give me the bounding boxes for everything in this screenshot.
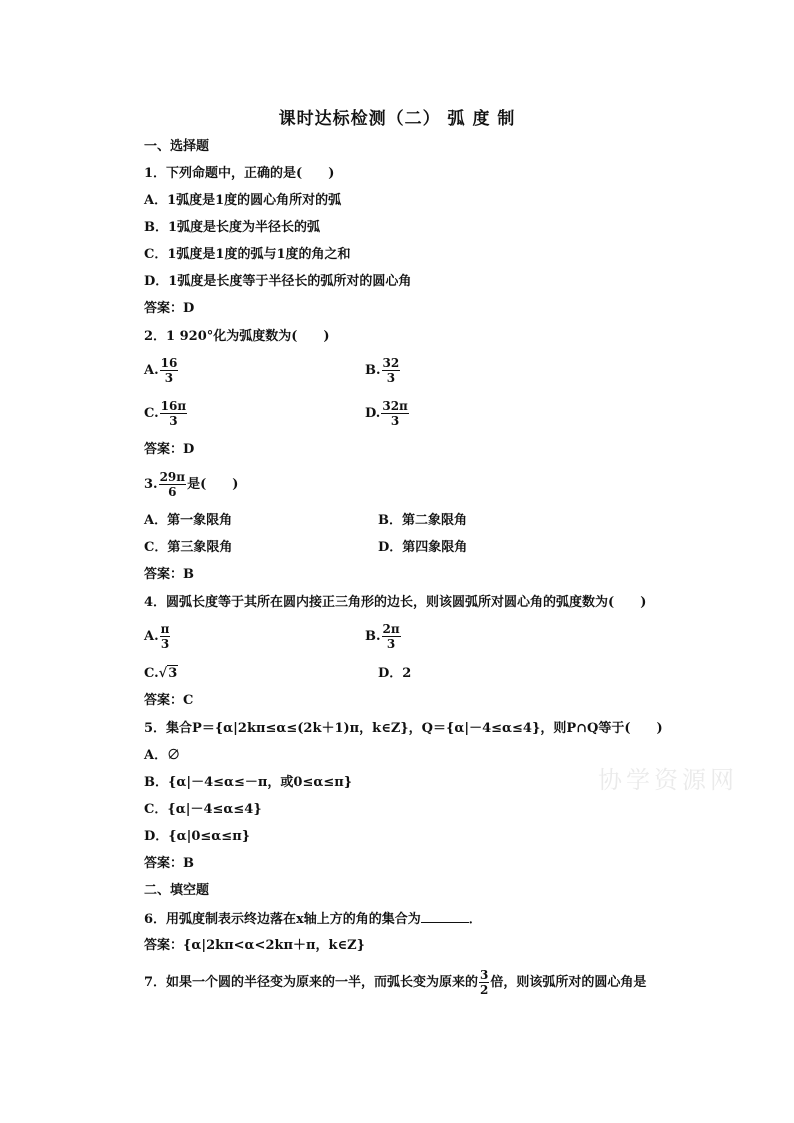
- q2-b-label: B.: [365, 363, 381, 378]
- q3-option-a: A．第一象限角: [144, 513, 233, 528]
- q4-b-fraction: [382, 622, 401, 651]
- q1-option-d: D．1弧度是长度等于半径长的弧所对的圆心角: [144, 274, 412, 289]
- q4-b-label: B.: [365, 629, 381, 644]
- q3-numerator: 29π: [159, 470, 186, 484]
- q3-prefix: 3.: [144, 477, 158, 492]
- q2-d-denominator: 3: [390, 414, 400, 428]
- q4-b-numerator: 2π: [382, 622, 400, 636]
- page-title: 课时达标检测（二） 弧 度 制: [278, 109, 516, 129]
- q3-option-d: D．第四象限角: [378, 540, 468, 555]
- q2-option-b: [365, 356, 401, 385]
- section-heading-choice: 一、选择题: [144, 139, 210, 154]
- q4-c-sqrt: √3: [158, 666, 178, 681]
- q6-answer-blank: [421, 910, 469, 923]
- q5-option-a: A．∅: [144, 748, 181, 763]
- q4-option-a: [144, 622, 171, 651]
- q4-option-c: [144, 665, 178, 683]
- q1-option-c: C．1弧度是1度的弧与1度的角之和: [144, 247, 351, 262]
- q2-d-fraction: [381, 399, 408, 428]
- watermark: 协学资源网: [598, 766, 738, 794]
- q1-option-a: A．1弧度是1度的圆心角所对的弧: [144, 193, 342, 208]
- q2-b-numerator: 32: [382, 356, 400, 370]
- q4-stem: 4．圆弧长度等于其所在圆内接正三角形的边长，则该圆弧所对圆心角的弧度数为( ): [144, 595, 647, 610]
- q4-c-label: C.: [144, 666, 159, 681]
- q2-c-label: C.: [144, 406, 159, 421]
- q4-answer: 答案：C: [144, 693, 194, 708]
- q5-option-c: C．{α|－4≤α≤4}: [144, 802, 262, 817]
- q4-a-denominator: 3: [160, 637, 170, 651]
- q2-a-denominator: 3: [164, 371, 174, 385]
- q5-stem: 5．集合P＝{α|2kπ≤α≤(2k＋1)π，k∈Z}，Q＝{α|－4≤α≤4}，则P∩Q等于( ): [144, 721, 663, 736]
- q4-b-denominator: 3: [386, 637, 396, 651]
- q5-option-d: D．{α|0≤α≤π}: [144, 829, 251, 844]
- q4-c-radicand: 3: [168, 666, 178, 681]
- q4-a-numerator: π: [160, 622, 170, 636]
- q2-d-label: D.: [365, 406, 381, 421]
- q1-stem: 1．下列命题中，正确的是( ): [144, 166, 335, 181]
- q6-stem-text: 6．用弧度制表示终边落在x轴上方的角的集合为: [144, 912, 421, 927]
- section-heading-fill: 二、填空题: [144, 883, 210, 898]
- q6-stem: [144, 910, 482, 929]
- q4-option-d: D．2: [378, 666, 412, 681]
- q2-option-a: [144, 356, 179, 385]
- q2-a-numerator: 16: [160, 356, 178, 370]
- q4-a-fraction: [160, 622, 171, 651]
- q5-answer: 答案：B: [144, 856, 194, 871]
- q1-option-b: B．1弧度是长度为半径长的弧: [144, 220, 321, 235]
- q7-numerator: 3: [480, 968, 489, 982]
- q7-fraction: [479, 968, 489, 997]
- q2-b-denominator: 3: [386, 371, 396, 385]
- q2-a-label: A.: [144, 363, 159, 378]
- q3-option-c: C．第三象限角: [144, 540, 233, 555]
- q2-c-denominator: 3: [169, 414, 178, 428]
- q5-option-b: B．{α|－4≤α≤－π，或0≤α≤π}: [144, 775, 353, 790]
- q4-a-label: A.: [144, 629, 159, 644]
- q3-suffix: 是( ): [187, 477, 239, 492]
- q2-c-numerator: 16π: [160, 399, 187, 413]
- q3-option-b: B．第二象限角: [378, 513, 467, 528]
- q7-part1: 7．如果一个圆的半径变为原来的一半，而弧长变为原来的: [144, 975, 479, 990]
- q3-fraction: [159, 470, 186, 499]
- q7-part2: 倍，则该弧所对的圆心角是: [490, 975, 647, 990]
- q3-answer: 答案：B: [144, 567, 194, 582]
- q3-denominator: 6: [168, 485, 177, 499]
- q7-denominator: 2: [480, 983, 489, 997]
- q2-d-numerator: 32π: [382, 399, 408, 413]
- q6-stem-end: ．: [468, 912, 482, 927]
- q4-option-b: [365, 622, 402, 651]
- q2-c-fraction: [160, 399, 187, 428]
- q2-option-c: [144, 399, 188, 428]
- q1-answer: 答案：D: [144, 301, 195, 316]
- q2-a-fraction: [160, 356, 179, 385]
- q3-stem: [144, 470, 238, 499]
- q2-stem: 2．1 920°化为弧度数为( ): [144, 329, 330, 344]
- q2-b-fraction: [382, 356, 401, 385]
- q6-answer: 答案：{α|2kπ<α<2kπ＋π，k∈Z}: [144, 938, 366, 953]
- q2-option-d: [365, 399, 410, 428]
- q7-stem: [144, 968, 646, 997]
- q2-answer: 答案：D: [144, 442, 195, 457]
